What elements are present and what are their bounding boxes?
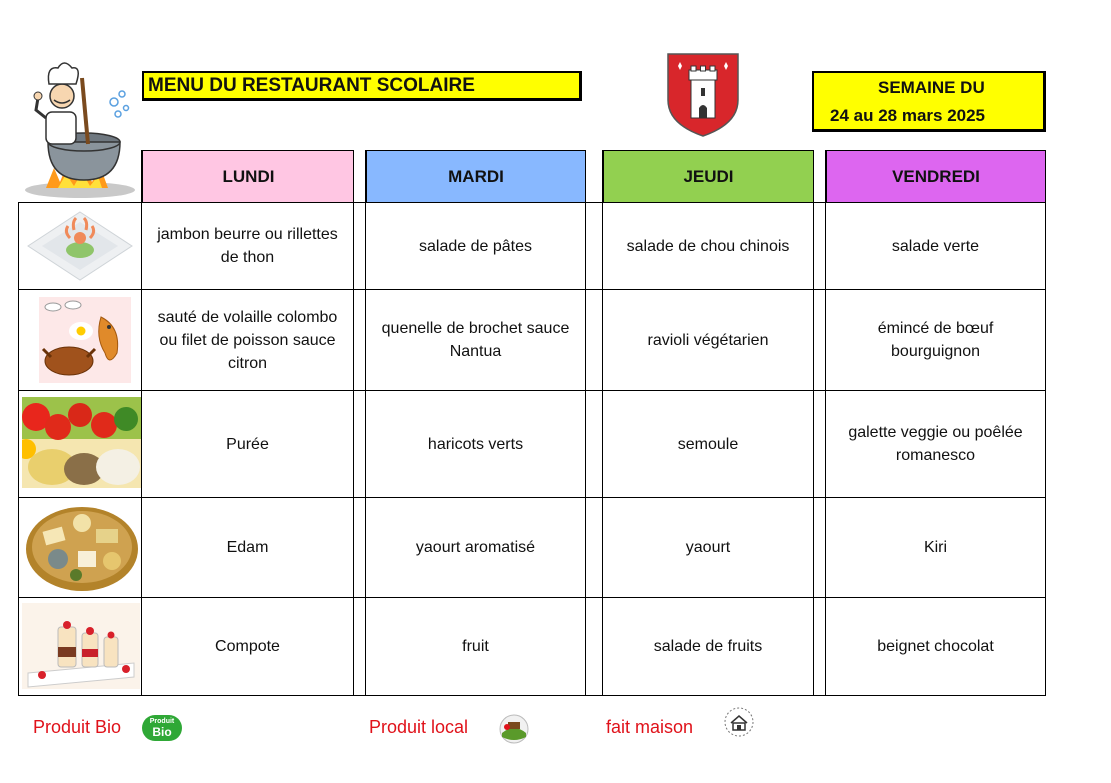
day-header-vendredi [826,150,1045,202]
local-product-icon [497,713,531,745]
plated-starter-image [24,208,136,284]
week-dates: 24 au 28 mars 2025 [830,106,986,125]
dish-row2-lundi: sauté de volaille colombo ou filet de poisson sauce citron [157,308,338,372]
dish-row5-jeudi: salade de fruits [653,638,763,655]
dish-row5-lundi: Compote [215,638,280,655]
dish-row3-vendredi: galette veggie ou poêlée romanesco [848,424,1023,464]
dish-row1-vendredi: salade verte [891,237,980,255]
dish-row1-lundi: jambon beurre ou rillettes de thon [157,226,338,266]
legend-homemade-label: fait maison [606,717,694,737]
day-header-jeudi [603,150,813,202]
cheese-platter-image [24,501,140,593]
dish-row1-jeudi: salade de chou chinois [626,237,790,255]
dish-row5-mardi: fruit [462,638,489,655]
dish-row3-jeudi: semoule [677,435,739,453]
dish-row4-mardi: yaourt aromatisé [415,539,536,556]
dish-row1-mardi: salade de pâtes [419,237,532,255]
day-label: LUNDI [222,166,275,186]
dish-row3-mardi: haricots verts [427,435,524,453]
organic-badge-icon [142,715,182,741]
dish-row2-mardi: quenelle de brochet sauce Nantua [381,320,570,360]
dish-row3-lundi: Purée [226,435,269,453]
chicken-fish-image [39,297,131,383]
day-label: VENDREDI [892,166,980,186]
organic-badge-line2: Bio [152,725,172,739]
organic-badge-line1: Produit [149,718,175,725]
dish-row4-jeudi: yaourt [685,539,731,556]
dish-row2-jeudi: ravioli végétarien [647,331,769,349]
day-label: JEUDI [683,166,734,186]
menu-title: MENU DU RESTAURANT SCOLAIRE [142,71,582,101]
vegetables-grains-image [22,397,141,488]
dish-row4-lundi: Edam [226,539,269,556]
homemade-house-icon [723,706,755,738]
dish-row2-vendredi: émincé de bœuf bourguignon [877,320,994,360]
chef-illustration [18,58,140,200]
legend-bio-label: Produit Bio [33,717,122,737]
day-header-mardi [366,150,585,202]
dessert-image [22,603,140,689]
dish-row5-vendredi: beignet chocolat [877,638,994,655]
town-crest-logo [666,52,740,138]
week-dates-box [812,71,1046,132]
dish-row4-vendredi: Kiri [923,539,948,556]
legend-local-label: Produit local [369,717,469,737]
week-label: SEMAINE DU [878,78,985,97]
day-header-lundi [142,150,354,202]
day-label: MARDI [448,166,504,186]
